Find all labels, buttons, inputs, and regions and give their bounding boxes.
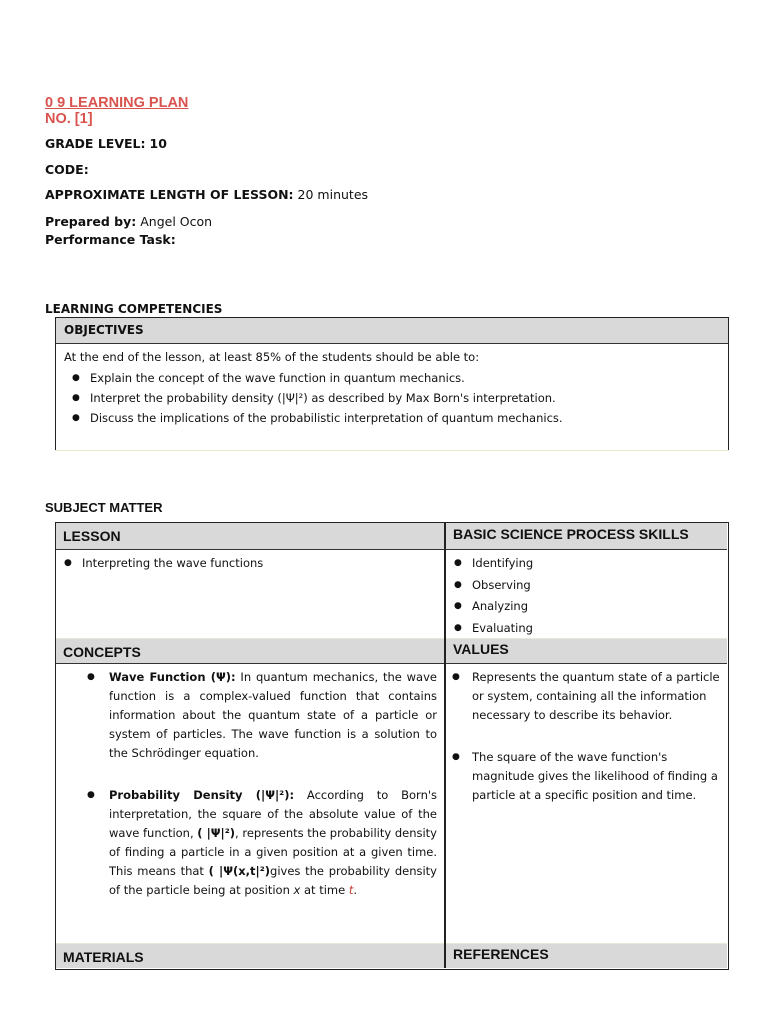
plan-title-line2: NO. [1] [45,111,93,127]
objectives-body [56,344,728,428]
bullet-icon: ● [87,790,95,800]
skills-cell [446,553,726,639]
lesson-length [45,187,368,202]
lesson-header: LESSON [56,523,444,550]
objectives-list [64,368,720,428]
concept-formula: ( |Ψ(x,t|²) [208,864,271,878]
values-cell [452,668,722,805]
plan-title-line1: 0 9 LEARNING PLAN [45,95,189,111]
concept-text: . [353,883,358,897]
grade-label: GRADE LEVEL: [45,136,146,151]
skills-list [446,553,726,639]
values-header: VALUES [446,638,727,664]
skill-item: ● Analyzing [446,596,726,618]
concept-text: In quantum mechanics, the wave function is a complex-valued function that contains information about the quantum state of a particle or system of particles. The wave function is a solution to the Schrödinger equation. [109,670,437,760]
references-header: REFERENCES [446,943,727,968]
skills-header: BASIC SCIENCE PROCESS SKILLS [446,523,727,550]
subject-matter-title: SUBJECT MATTER [45,500,163,515]
concept-text: According to Born's interpretation, the square of the absolute value of the wave function, [109,788,438,840]
task-label: Performance Task: [45,232,176,247]
concepts-cell [87,668,438,900]
grade-level [45,136,167,151]
value-item [452,668,722,725]
objective-item: ● Interpret the probability density (|Ψ|²) as described by Max Born's interpretation. [64,388,720,408]
concept-formula: ( |Ψ|²) [197,826,236,840]
concept-text: gives the probability density of the particle being at position [109,864,437,897]
length-label: APPROXIMATE LENGTH OF LESSON: [45,187,294,202]
concepts-header: CONCEPTS [56,638,444,664]
grade-value: 10 [149,136,167,151]
objectives-box [55,317,729,451]
bullet-icon: ● [452,752,460,762]
bullet-icon: ● [87,672,95,682]
concept-term: Probability Density (|Ψ|²): [109,788,295,802]
lesson-item: ● Interpreting the wave functions [56,554,442,573]
concept-wave-function [87,668,437,763]
concept-term: Wave Function (Ψ): [109,670,236,684]
value-text: The square of the wave function's magnitude gives the likelihood of finding a particle at a specific position and time. [472,750,718,802]
subject-matter-table [55,522,729,970]
bullet-icon: ● [452,672,460,682]
skill-item: ● Observing [446,575,726,597]
value-item [452,748,722,805]
objectives-intro: At the end of the lesson, at least 85% of the students should be able to: [64,350,480,364]
lesson-list [56,554,442,573]
plan-title [45,95,188,127]
objectives-bottom-rule [55,450,729,451]
skill-item: ● Identifying [446,553,726,575]
concept-variable: t [348,883,354,897]
length-value: 20 minutes [297,187,369,202]
performance-task [45,232,176,247]
materials-header: MATERIALS [56,943,444,968]
code-label: CODE: [45,162,89,177]
concept-text: at time [300,883,349,897]
code-field [45,162,89,177]
prepared-by [45,214,212,229]
objectives-header: OBJECTIVES [56,318,728,344]
competencies-title: LEARNING COMPETENCIES [45,302,223,316]
skill-item: ● Evaluating [446,618,726,640]
concept-text: , represents the probability density of finding a particle in a given position at a given time. This means that [109,826,437,878]
concept-variable: x [293,883,301,897]
objective-item: ● Explain the concept of the wave function in quantum mechanics. [64,368,720,388]
lesson-cell [56,554,442,573]
objective-item: ● Discuss the implications of the probabilistic interpretation of quantum mechanics. [64,408,720,428]
prepared-value: Angel Ocon [140,214,213,229]
prepared-label: Prepared by: [45,214,137,229]
value-text: Represents the quantum state of a particle or system, containing all the information necessary to describe its behavior. [472,670,720,722]
concept-probability-density [87,786,438,900]
